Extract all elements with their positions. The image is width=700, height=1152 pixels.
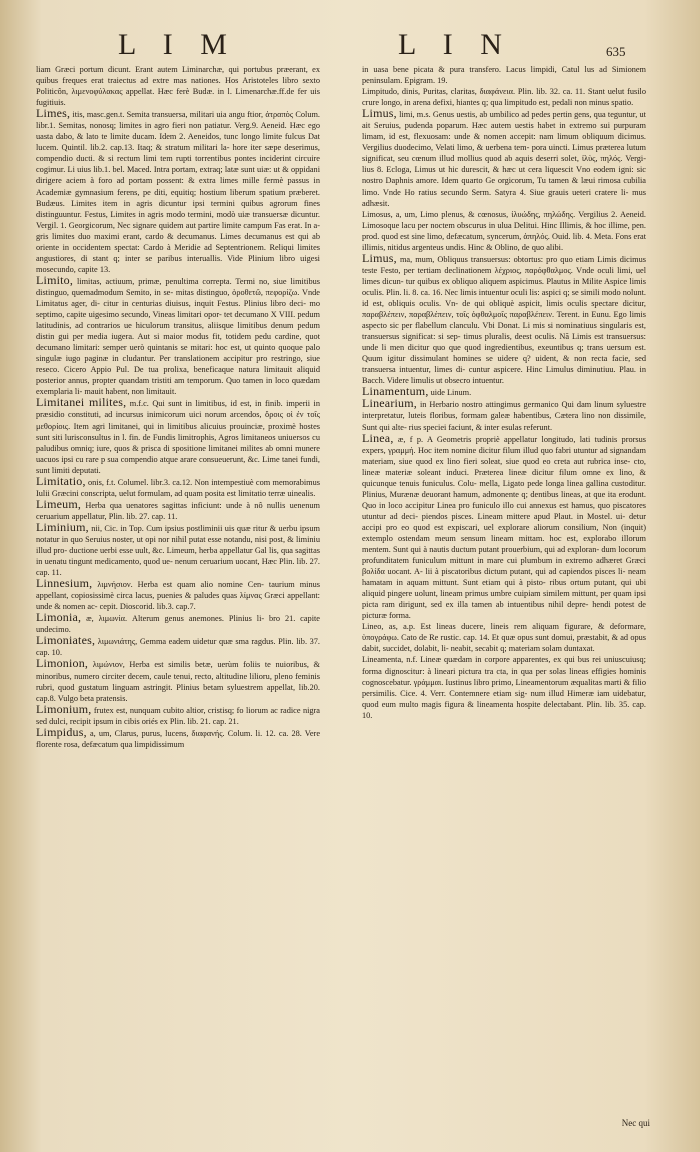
entry-text: in uasa bene picata & pura transfero. Lacus limpidi, Catul lus ad Simionem peninsulam. Epigram. 19.: [362, 65, 646, 86]
entry-text: λιμνήσιον. Herba est quam alio nomine Cen- taurium minus appellant, copiosissimè circa lacus, puenies & paludes quas λίμνας Græci appellant: unde & nomen ac- cepit. Dioscorid. lib.3. cap.7.: [36, 580, 320, 612]
entry-text: limi, m.s. Genus uestis, ab umbilico ad pedes pertin gens, qua teguntur, ut ait Seruius, pudenda poparum. Hæc autem uestis habet in extremo sui purpuram limam, id est, flexuosam: unde & nomen accepit: nam limum obliquum dicimus. Vergilius duodecimo, Velati limo, & uerbena tem- pora uincti. Limus præterea lutum significat, seu cœnum illud mollius quod ab aquis deserri solet, ἰλὺς, πηλός. Vergi- lius 8. Ecloga, Limus ut hic durescit, & hæc ut cera liquescit Vno eodem igni: sic nostro Daphnis amore. Idem quarto Ge orgicorum, Tu tamen & læui rimosa cubilia limo. Vnde Ho ratius secundo Serm. Satyra 4. Siue grauis ueteri cratere li- mus adhæsit.: [362, 110, 646, 208]
dictionary-entry: [36, 578, 320, 612]
dictionary-entry: [362, 398, 646, 432]
entry-headword: Limonium,: [36, 701, 92, 716]
dictionary-entry: [36, 658, 320, 703]
entry-text: uide Linum.: [430, 388, 472, 398]
entry-text: limitas, actiuum, primæ, penultima correpta. Termi no, siue limitibus distinguo, quemadmodum Semito, in se- mitas distinguo, ὁροθετῶ, πεφορίζω. Vnde Limitatus ager, di- citur in centurias diuisus, inquit Festus. Plinius libro deci- mo septimo, capite uigesimo secundo, Vineas limitari opor- tet decumano X VIII. pedum latitudinis, ad contrarios ue hiculorum transitus, aliisque limitibus denum pedum distin gui per media iugera. Aut si maior modus fit, totidem pedu cardine, quot decumano limitari: semper uerò quintanis se mitari: hoc est, ut quinto quoque palo singulæ iugo paginæ in cludantur. Per translationem accipitur pro restringo, siue reseco. Cicero Appio Pul. De tua prolixa, beneficaque natura limitauit aliquid posterior annus, propter quandam tristiti am temporum. Quo tamen in loco quædam exemplaria li- mauit habent, non limitauit.: [36, 276, 320, 397]
entry-text: æ, λιμωνία. Alterum genus anemones. Plinius li- bro 21. capite undecimo.: [36, 614, 320, 635]
entry-text: frutex est, nunquam cubito altior, cristisq; fo liorum ac radice nigra sed dulci, recipit ipsum in cibis oriés ex Plin. lib. 21. cap. 21.: [36, 705, 320, 726]
dictionary-entry: [36, 519, 320, 578]
entry-headword: Linea,: [362, 430, 394, 445]
dictionary-entry: [36, 64, 320, 108]
entry-headword: Limeum,: [36, 496, 82, 511]
entry-headword: Limus,: [362, 106, 397, 121]
dictionary-entry: [362, 108, 646, 208]
entry-text: onis, f.t. Columel. libr.3. ca.12. Non intempestiuè com memorabimus Iulii Græcini conscripta, uelut formulam, ad quam posita est limitatio terræ uinealis.: [36, 477, 320, 498]
header-right: L I N: [398, 28, 512, 61]
left-column: [36, 64, 320, 1124]
entry-headword: Limpidus,: [36, 724, 87, 739]
entry-text: m.f.c. Qui sunt in limitibus, id est, in finib. imperii in præsidio constituti, ad incursus inimicorum uici norum arcendos, ὅροις οἱ ἐν τοῖς μεθορίοις. Item agri limitanei, qui in limitibus alicuius prouinciæ, proximè hostes sunt siti lurisconsultus in l. fin. de Fundis limitrophis, Agros limitaneos uniuersos cu paludibus omniq; iure, quos & prisca di spositione limitanei milites ab omni munere uacuos ipsi cu rare p sua compendio atque arare consueuerunt, &c. Lime tanei fundi, sunt limiti deputati.: [36, 399, 320, 475]
entry-headword: Limoniates,: [36, 633, 96, 648]
dictionary-entry: [36, 701, 320, 727]
dictionary-entry: [36, 108, 320, 275]
entry-text: λιμώνιον, Herba est similis betæ, uerùm foliis te nuioribus, & minoribus, numero circiter decem, caule tenui, recto, altitudine lilioru, pleno feminis rubri, quod gustatum linguam astringit. Plinius betam syluestrem appellat, lib.20. cap.8. Vulgo beta pratensis.: [36, 660, 320, 703]
dictionary-entry: [362, 64, 646, 86]
entry-text: ma, mum, Obliquus transuersus: obtortus: pro quo etiam Limis dicimus teste Festo, per tertiam declinationem λέχριος, παρόφθαλμος. Vnde oculi limi, uel limes dicun- tur quibus ex obliquo aliquem aspicimus. Plautus in Milite Aspice limis oculis. Plin. li. 8. ca. 16. Nec limis intuentur oculi lis: aspici q; se simili modo nolunt. id est, obliquis oculis. Vn- de qui obliquè aspicit, limis oculis spectare dicitur, παραβλέπειν, παραβλέπειν, τοῖς ὀφθαλμοῖς παραβλέπειν. Terent. in Eunu. Ego limis aspecto sic per flabellum clanculu. Vbi Donat. Li mis si nominatiuus singularis est, transuersus significat: si sep- timus pluralis, deest oculis. Nã Limis est transuersus: unde li men dicitur quo que quod ingredientibus, exeuntibus q; trans uersum est. Quum igitur dissimulant homines se uidere q? uident, & non recta facie, sed transuersa intuentur, limes di- cuntur aspicere. Hinc Limulus diminutiuu. Plau. in Bacch. Videre limulis ut obsecro intuentur.: [362, 254, 646, 386]
entry-text: Limpitudo, dinis, Puritas, claritas, διαφάνεια. Plin. lib. 32. ca. 11. Stant uelut fusilo crure longo, in arena defixi, hiantes q; qua limpitudo est, pedali non minus spatio.: [362, 87, 646, 108]
entry-headword: Linamentum,: [362, 384, 429, 399]
dictionary-entry: [362, 621, 646, 654]
entry-text: Lineo, as, a.p. Est lineas ducere, lineis rem aliquam figurare, & deformare, ὑπογράφω. Cato de Re rustic. cap. 14. Et quæ opus sunt domui, præstabit, & ad opus dabit, succidet, dolabit, li- neabit, secabit q; materiam solam duntaxat.: [362, 622, 646, 654]
running-header: [0, 28, 700, 62]
dictionary-entry: [362, 430, 646, 622]
entry-text: λιμωνιάτης, Gemma eadem uidetur quæ sma ragdus. Plin. lib. 37. cap. 10.: [36, 637, 320, 658]
dictionary-entry: [36, 724, 320, 750]
dictionary-entry: [36, 496, 320, 522]
entry-text: Limosus, a, um, Limo plenus, & cœnosus, ἰλυώδης, πηλώδης. Vergilius 2. Aeneid. Limosoque lacu per noctem obscurus in ulua Delitui. Hinc Illimis, & hoc illime, pen. prod. quod est sine limo, defæcatum, syncerum, ἀπηλός. Ouid. lib. 4. Meta. Fons erat illimis, nitidus argenteus undis. Hinc & Oblino, de quo alibi.: [362, 209, 646, 252]
entry-headword: Limes,: [36, 106, 71, 121]
dictionary-entry: [36, 473, 320, 499]
page-number: 635: [606, 44, 626, 59]
entry-text: a, um, Clarus, purus, lucens, διαφανής. Colum. li. 12. ca. 28. Vere florente rosa, defæcatum qua limpidissimum: [36, 728, 320, 749]
dictionary-entry: [362, 209, 646, 253]
dictionary-entry: [362, 250, 646, 387]
dictionary-entry: [36, 272, 320, 398]
dictionary-entry: [36, 397, 320, 475]
catchword: Nec qui: [621, 1118, 650, 1128]
entry-headword: Limitanei milites,: [36, 395, 127, 410]
entry-text: nii, Cic. in Top. Cum ipsius postliminii uis quæ ritur & uerbu ipsum notatur in quo Seruius noster, ut opi nor nihil putat esse notandu, nisi post, & liminiu illud pro- ductione uerbi esse uult, &c. Limeum, herba appellatur Gal lis, qua sagittas in uenatu tingunt medicamento, quod ue- nenum ceruarium uocant, Hæc Plin. lib. 27. cap. 11.: [36, 523, 320, 578]
entry-headword: Limus,: [362, 250, 397, 265]
dictionary-entry: [36, 635, 320, 658]
dictionary-entry: [362, 654, 646, 720]
right-column: [362, 64, 646, 1124]
entry-headword: Limonia,: [36, 610, 82, 625]
entry-headword: Limitatio,: [36, 473, 86, 488]
dictionary-entry: [362, 86, 646, 108]
entry-headword: Liminium,: [36, 519, 89, 534]
entry-headword: Linearium,: [362, 396, 417, 411]
entry-headword: Limonion,: [36, 656, 89, 671]
dictionary-entry: [36, 612, 320, 635]
entry-headword: Limito,: [36, 272, 74, 287]
entry-text: Herba qua uenatores sagittas inficiunt: unde à nô nullis uenenum ceruarium appellatur, Plin. lib. 27. cap. 11.: [36, 500, 320, 521]
entry-text: itis, masc.gen.t. Semita transuersa, militari uia angu ftior, ἀτραπὸς Colum. libr.1. Semitas, nonosq; limites in agro fieri non patiatur. Verg.9. Aeneid. Hæc ego uasta dabo, & lato te limite ducam. Idem 2. Aeneidos, tunc longo limite fulcus Dat lucem. Quintil. lib.2. cap.13. Itaq; & stratum militari la- hore iter sæpe deserimus, compendio ducti. & si rectum limi tem rupti torrentibus pontes inciderint circuire cogimur. Li uius lib.1. bel. Maced. Intra portam, extraq; latæ sunt uiæ: ut & oppidani dirigere aciem à foro ad portam possent: & extra limes mille fermè passus in Academiæ gymnasium ferens, pe diti, equitiq; hostium liberum spatium præberet. Budæus. Limites item in agris dicuntur ipsi termini quibus agrorum fines distinguuntur. Festus, Limites in agris modo termini, modò uiæ transuersæ dicuntur. Vergil. 1. Georgicorum, Nec signare quidem aut partire limite campum Fas erat. In a- gris limites duo maximi erant, cardo & decumanus. Limes decumanus est qui ab oriente in occidentem spectat: Cardo à Meridie ad Septentrionem. Reliqui limites angustiores, di stant q; inter se paribus interuallis. Vide Plinium libro uigesi mosecundo, capite 13.: [36, 110, 320, 274]
entry-text: Lineamenta, n.f. Lineæ quædam in corpore apparentes, ex qui bus rei uniuscuiusq; forma dignoscitur: à lineari pictura tra cta, in qua per solas lineas effigies hominis cognoscebatur. γράμμαι. Iustinus libro primo, Lineamentorum æqualitas marti & filio persimilis. Cice. 4. Verr. Contemnere etiam sig- num illud Himeræ iam uidebatur, quod eum multo magis figura & lineamenta hospite delectabant. Plin. lib. 35. cap. 10.: [362, 655, 646, 720]
entry-headword: Linnesium,: [36, 576, 93, 591]
entry-text: in Herbario nostro attingimus germanico Qui dam linum syluestre interpretatur, luteis floribus, formam galeæ habentibus, Cætera lino non dissimile, Sunt qui alte- rius speciei faciunt, & inter esulas referunt.: [362, 400, 646, 432]
entry-text: liam Græci portum dicunt. Erant autem Liminarchæ, qui portubus præerant, ex quibus freques erat traiectus ad extre mas nationes. Hos Aristoteles libro sexto Politicôn, λιμενοφύλακας appellat. Hæc ferè Budæ. in l. Limenarchæ.ff.de fer uis fugitiuis.: [36, 65, 320, 108]
header-left: L I M: [118, 28, 237, 61]
entry-text: æ, f p. A Geometris propriè appellatur longitudo, lati tudinis prorsus expers, γραμμή. Hoc item nomine dicitur filum illud quo fabri utuntur ad signandam materiam, siue quod ex lino fieri soleat, siue quod eo creta aut rubrica inse- cto, lineæ materiæ soleant induci. Præterea lineæ dicitur filum omne ex lino, & quicunque tenuis funiculus. Colu- mella, Ligato pede longa linea gallina custoditur. Plinius, Murænæ deuorant hamum, admonente q; dentibus lineas, at que ita erodunt. Quo in loco accipitur Linea pro funiculo illo cui annexus est hamus, quo piscatores utuntur ad deci- piendos pisces. Lineam mittere apud Plaut. in Mostel. ui- detur accipi pro eo quod est expiscari, uel explorare aliorum consilium, Non (inquit) extemplo ostendam meum sensum lineam mittam. hoc est, explorabo illorum mentem. Sunt qui à nautis ductum putant prouerbium, qui ad exploran- dum locorum profunditatem funiculum mittunt in mare cui plumbum in extremo adhæret Græci βολίδα uocant. A- lii à piscatoribus dictum putant, qui ad capiendos pisces li- neam hamatam in aquam mittunt. Sunt etiam qui à pisto- ribus ortum putant, qui ubi aliquid pingere uolunt, lineam primus umbre cuipiam similem mittunt, per quam ipsi picta ram dirigunt, sed ex illa tamen ab intuentibus nihil depre- hendi potest de picturæ forma.: [362, 434, 646, 621]
